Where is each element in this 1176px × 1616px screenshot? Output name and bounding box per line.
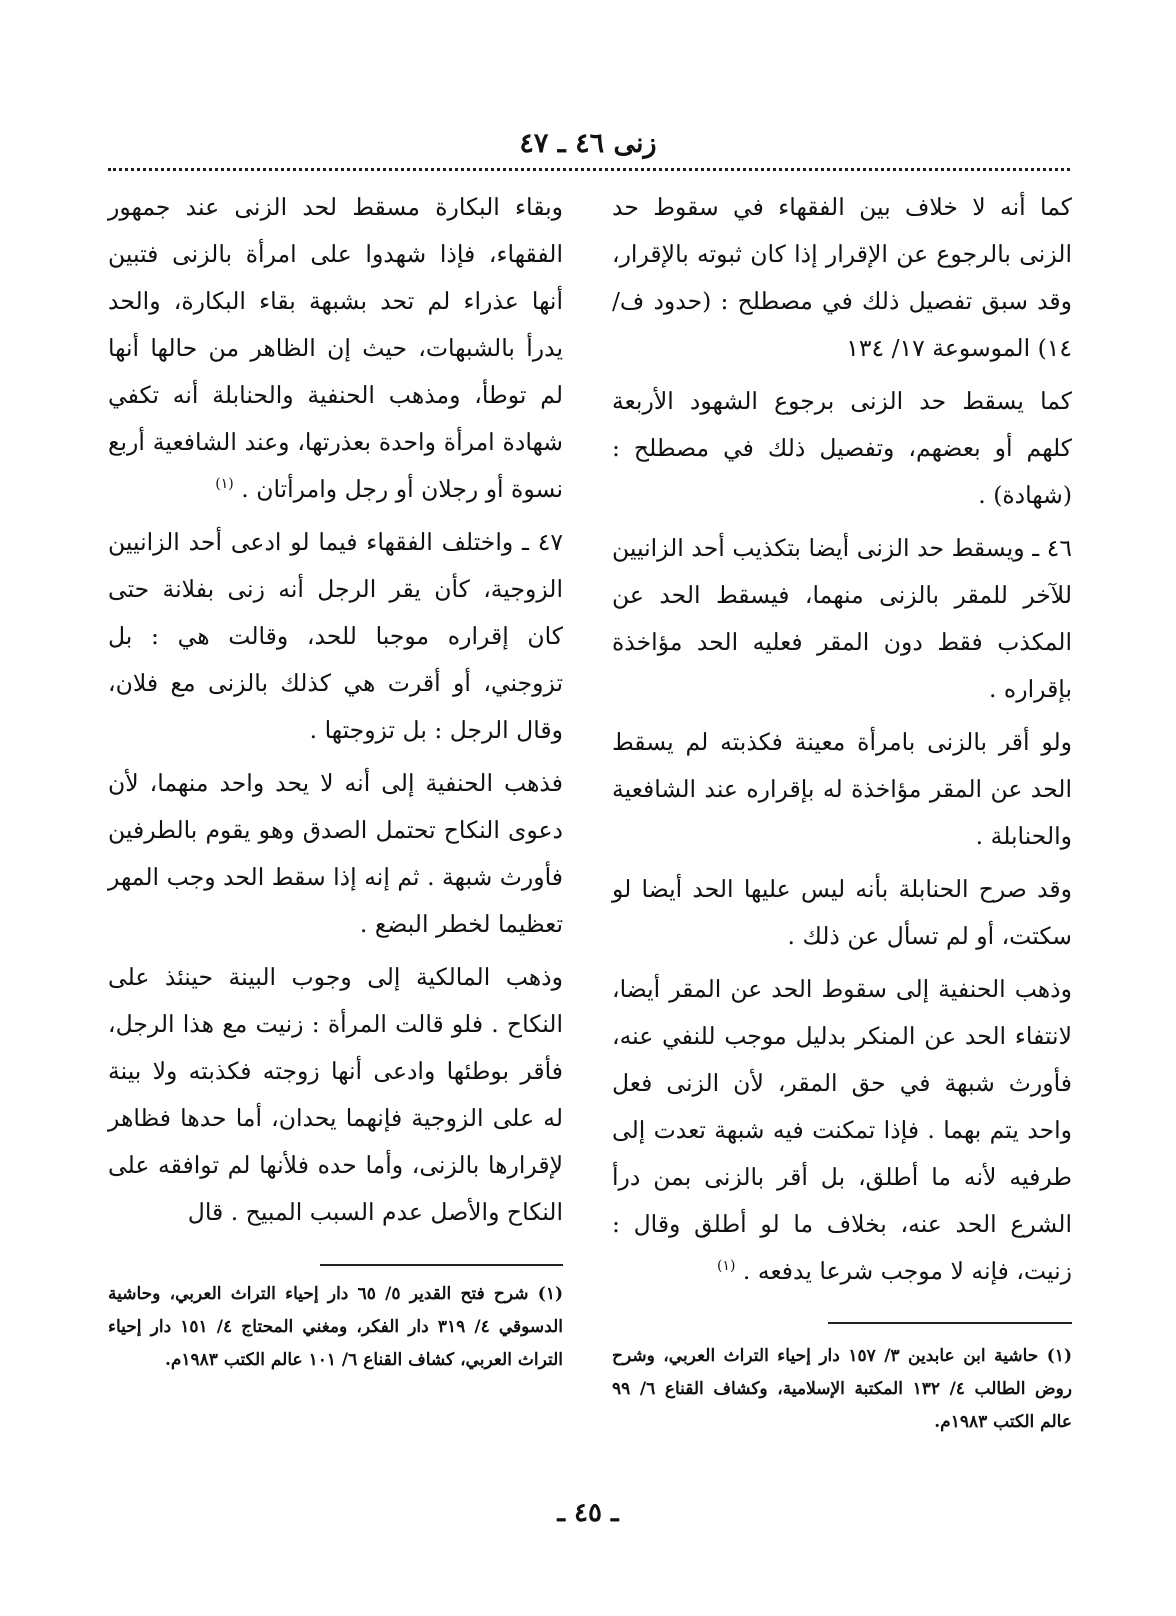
paragraph-text: وبقاء البكارة مسقط لحد الزنى عند جمهور الفقهاء، فإذا شهدوا على امرأة بالزنى فتبين أنها عذراء لم تحد بشبهة بقاء البكارة، والحد يدرأ بالشبهات، حيث إن الظاهر من حالها أنها لم توطأ، ومذهب الحنفية والحنابلة أنه تكفي شهادة امرأة واحدة بعذرتها، وعند الشافعية أربع نسوة أو رجلان أو رجل وامرأتان .: [108, 193, 563, 503]
paragraph: كما أنه لا خلاف بين الفقهاء في سقوط حد الزنى بالرجوع عن الإقرار إذا كان ثبوته بالإقرار، وقد سبق تفصيل ذلك في مصطلح : (حدود ف/١٤) الموسوعة ١٧/ ١٣٤: [612, 193, 1072, 362]
paragraph: [612, 966, 1072, 1295]
footnote-marker: (١): [215, 476, 234, 493]
paragraph: وقد صرح الحنابلة بأنه ليس عليها الحد أيضا لو سكتت، أو لم تسأل عن ذلك .: [612, 875, 1072, 950]
footnote: (١) شرح فتح القدير ٥/ ٦٥ دار إحياء التراث العربي، وحاشية الدسوقي ٤/ ٣١٩ دار الفكر، ومغني المحتاج ٤/ ١٥١ دار إحياء التراث العربي، كشاف القناع ٦/ ١٠١ عالم الكتب ١٩٨٣م.: [108, 1284, 564, 1370]
paragraph: ٤٧ ـ واختلف الفقهاء فيما لو ادعى أحد الزانيين الزوجية، كأن يقر الرجل أنه زنى بفلانة حتى كان إقراره موجبا للحد، وقالت هي : بل تزوجني، أو أقرت هي كذلك بالزنى مع فلان، وقال الرجل : بل تزوجتها .: [108, 528, 563, 744]
page-number: ـ ٤٥ ـ: [557, 1498, 619, 1528]
paragraph: كما يسقط حد الزنى برجوع الشهود الأربعة كلهم أو بعضهم، وتفصيل ذلك في مصطلح : (شهادة) .: [612, 387, 1072, 509]
footnote-separator: [320, 1264, 563, 1266]
footnote: (١) حاشية ابن عابدين ٣/ ١٥٧ دار إحياء التراث العربي، وشرح روض الطالب ٤/ ١٣٢ المكتبة الإسلامية، وكشاف القناع ٦/ ٩٩ عالم الكتب ١٩٨٣م.: [612, 1346, 1072, 1432]
paragraph: وذهب المالكية إلى وجوب البينة حينئذ على النكاح . فلو قالت المرأة : زنيت مع هذا الرجل، فأقر بوطئها وادعى أنها زوجته فكذبته ولا بينة له على الزوجية فإنهما يحدان، أما حدها فظاهر لإقرارها بالزنى، وأما حده فلأنها لم توافقه على النكاح والأصل عدم السبب المبيح . قال: [108, 963, 563, 1226]
paragraph: ولو أقر بالزنى بامرأة معينة فكذبته لم يسقط الحد عن المقر مؤاخذة له بإقراره عند الشافعية والحنابلة .: [612, 728, 1072, 850]
footnote-separator: [828, 1322, 1072, 1324]
running-header: زنى ٤٦ ـ ٤٧: [519, 128, 657, 159]
header-dotted-rule: [108, 168, 1070, 171]
right-column: [612, 184, 1072, 1301]
paragraph: فذهب الحنفية إلى أنه لا يحد واحد منهما، لأن دعوى النكاح تحتمل الصدق وهو يقوم بالطرفين فأورث شبهة . ثم إنه إذا سقط الحد وجب المهر تعظيما لخطر البضع .: [108, 769, 563, 938]
paragraph: ٤٦ ـ ويسقط حد الزنى أيضا بتكذيب أحد الزانيين للآخر للمقر بالزنى منهما، فيسقط الحد عن المكذب فقط دون المقر فعليه الحد مؤاخذة بإقراره .: [612, 534, 1072, 703]
footnote-marker: (١): [716, 1258, 736, 1275]
left-column: [108, 184, 563, 1242]
paragraph: [108, 184, 563, 513]
paragraph-text: وذهب الحنفية إلى سقوط الحد عن المقر أيضا، لانتفاء الحد عن المنكر بدليل موجب للنفي عنه، فأورث شبهة في حق المقر، لأن الزنى فعل واحد يتم بهما . فإذا تمكنت فيه شبهة تعدت إلى طرفيه لأنه ما أطلق، بل أقر بالزنى بمن درأ الشرع الحد عنه، بخلاف ما لو أطلق وقال : زنيت، فإنه لا موجب شرعا يدفعه .: [612, 975, 1072, 1285]
